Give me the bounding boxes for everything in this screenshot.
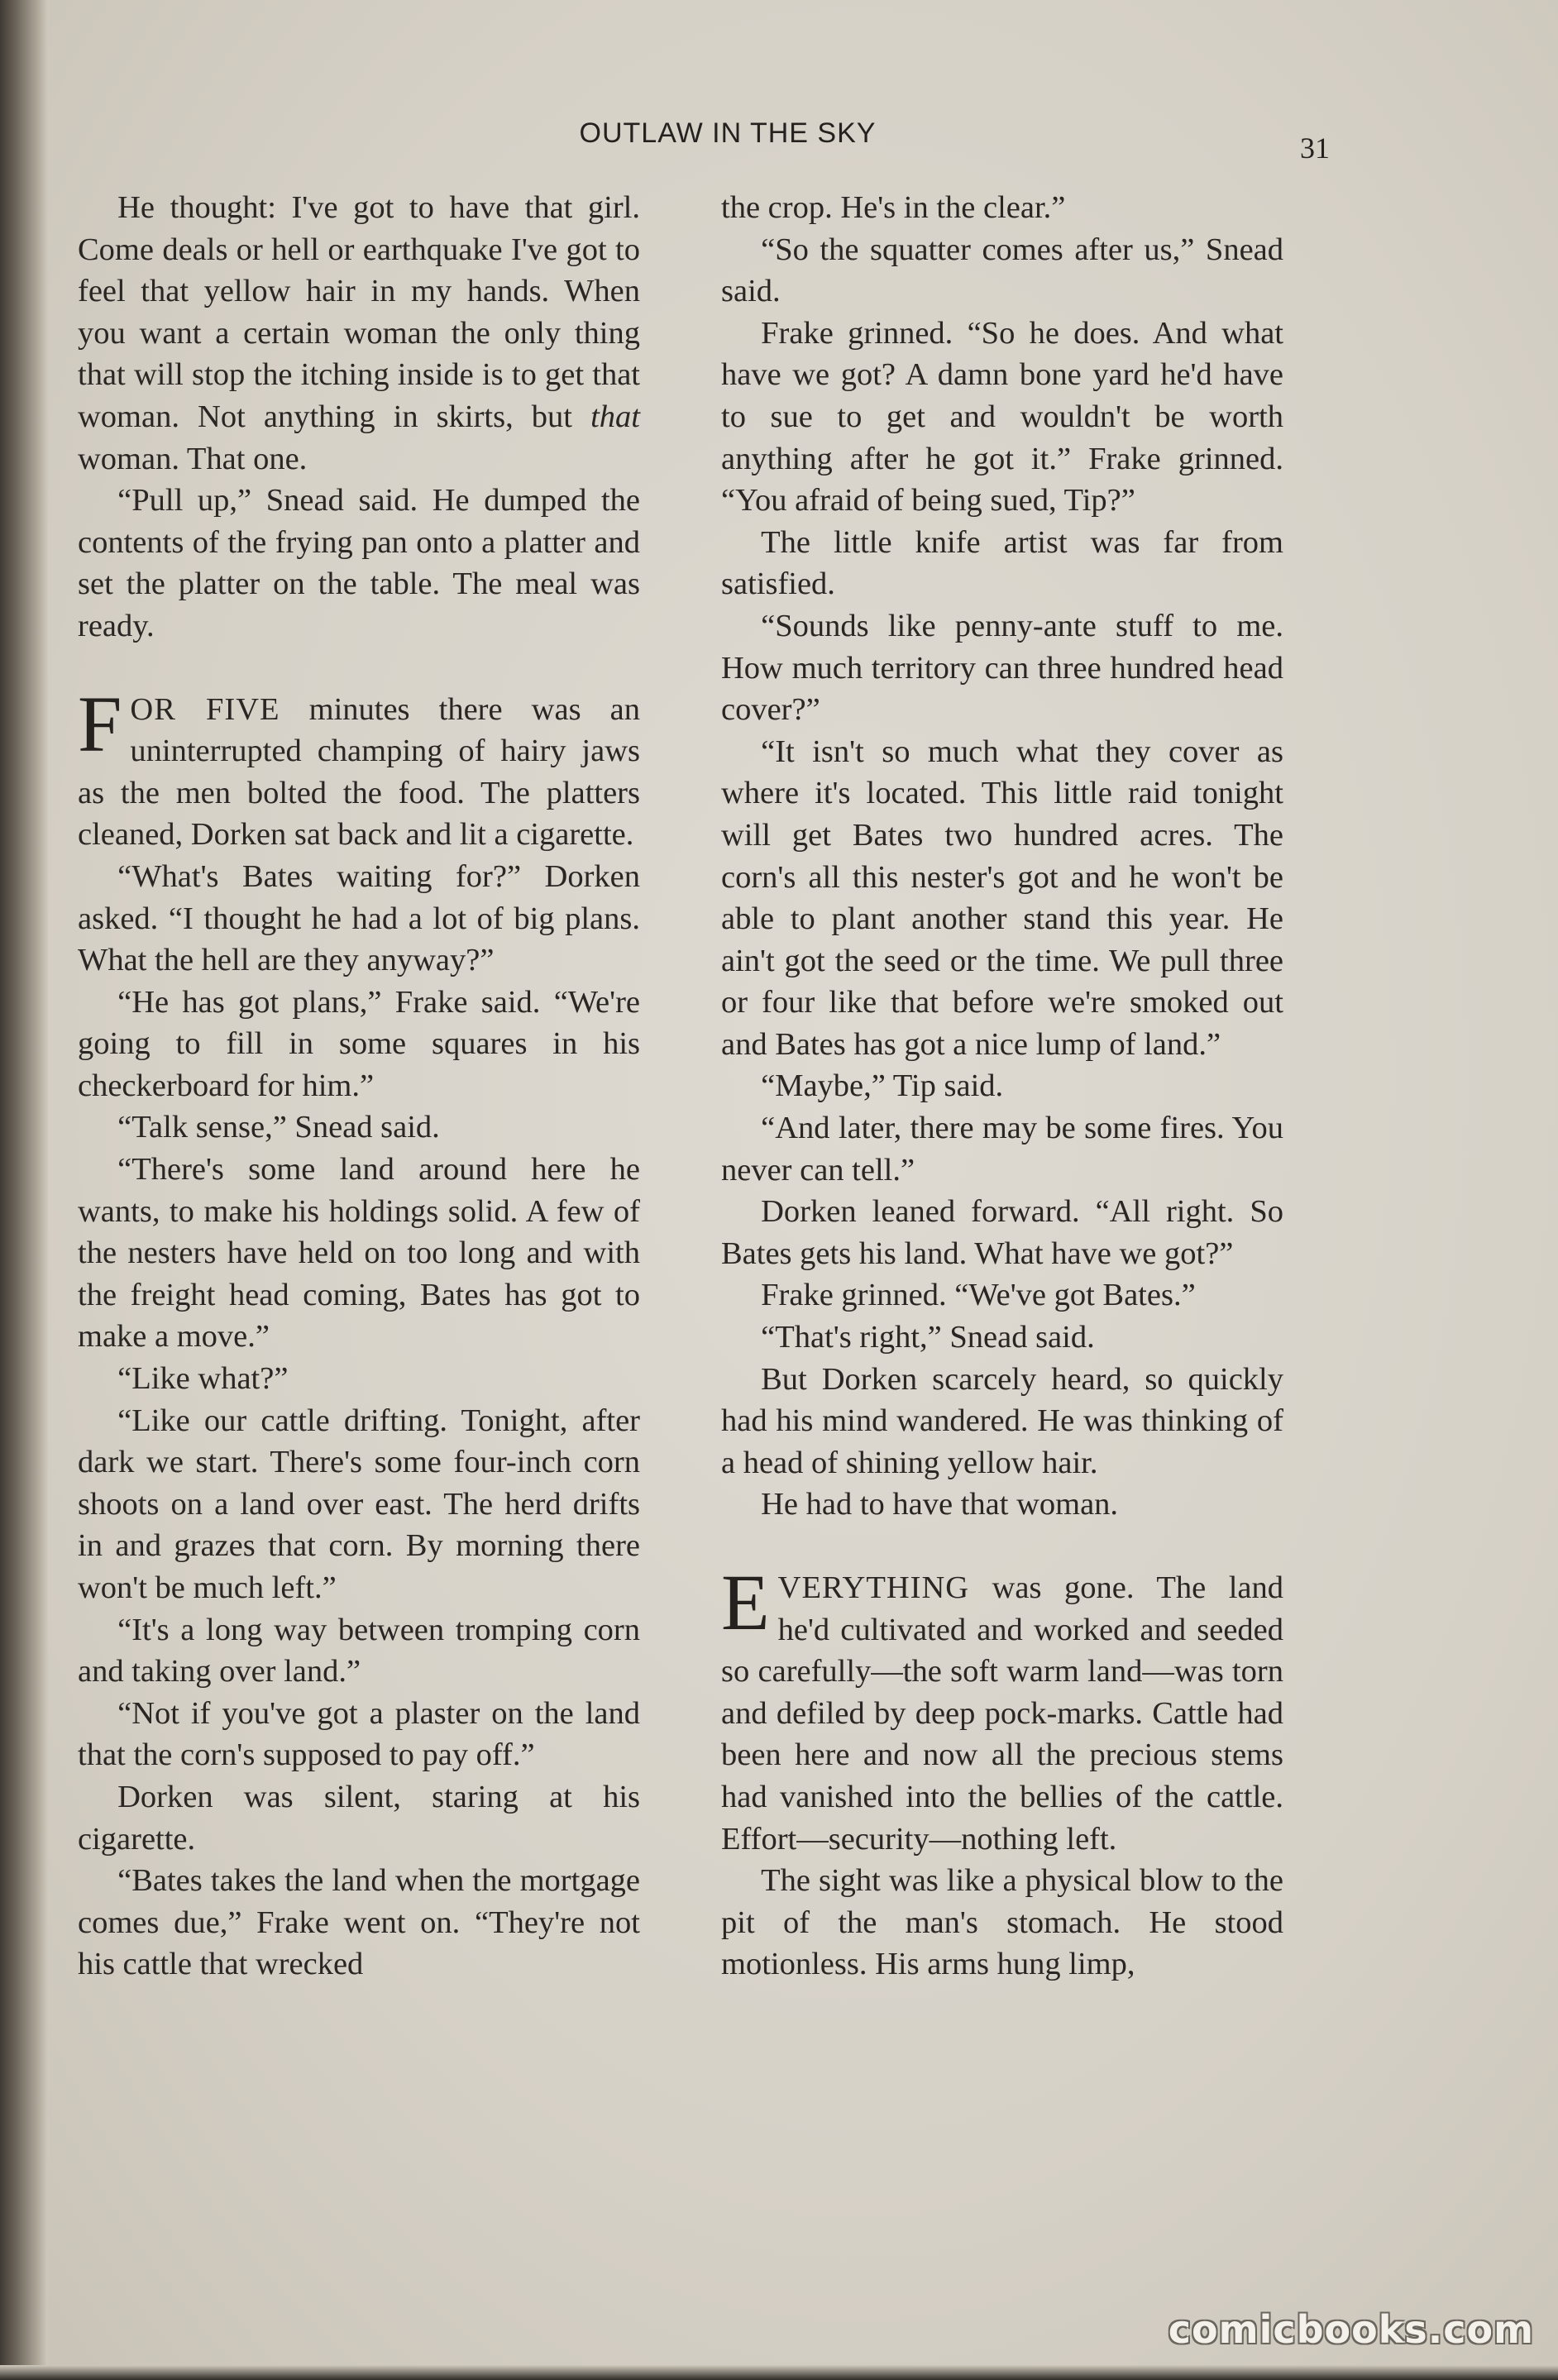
left-column bbox=[78, 187, 640, 1986]
paragraph: “It isn't so much what they cover as where it's located. This little raid tonight will get Bates two hundred acres. The corn's all this nester's got and he won't be able to plant another stand this year. He ain't got the seed or the time. We pull three or four like that before we're smoked out and Bates has got a nice lump of land.” bbox=[721, 734, 1283, 1062]
paragraph: He had to have that woman. bbox=[761, 1487, 1119, 1522]
paragraph: The little knife artist was far from satisfied. bbox=[721, 524, 1283, 602]
paragraph: Dorken was silent, staring at his cigarette. bbox=[78, 1779, 640, 1857]
paragraph-text: woman. That one. bbox=[78, 441, 308, 476]
running-title: OUTLAW IN THE SKY bbox=[579, 117, 877, 149]
paragraph: Frake grinned. “So he does. And what have we got? A damn bone yard he'd have to sue to get and wouldn't be worth anything after he got it.” Frake grinned. “You afraid of being sued, Tip?” bbox=[721, 315, 1283, 519]
binding-gutter bbox=[0, 0, 48, 2380]
paragraph-text: was gone. The land he'd cultivated and worked and seeded so carefully—the soft warm land—was torn and defiled by deep pock-marks. Cattle had been here and now all the precious stems had vanished into the bellies of the cattle. Effort—security—nothing left. bbox=[721, 1570, 1283, 1857]
paragraph: Frake grinned. “We've got Bates.” bbox=[761, 1278, 1196, 1313]
paragraph: “And later, there may be some fires. You never can tell.” bbox=[721, 1111, 1283, 1188]
paragraph: Dorken leaned forward. “All right. So Bates gets his land. What have we got?” bbox=[721, 1194, 1283, 1271]
paragraph: “Like our cattle drifting. Tonight, after dark we start. There's some four-inch corn shoots on a land over east. The herd drifts in and grazes that corn. By morning there won't be much left.” bbox=[78, 1403, 640, 1605]
page-bottom-edge bbox=[0, 2365, 1558, 2380]
paragraph: But Dorken scarcely heard, so quickly had his mind wandered. He was thinking of a head of shining yellow hair. bbox=[721, 1361, 1283, 1480]
drop-cap: F bbox=[78, 679, 122, 768]
page-number: 31 bbox=[1300, 131, 1330, 165]
small-caps-lead: VERYTHING bbox=[777, 1570, 970, 1605]
paragraph: “There's some land around here he wants, to make his holdings solid. A few of the nesters have held on too long and with the freight head coming, Bates has got to make a move.” bbox=[78, 1152, 640, 1355]
paragraph-text: minutes there was an uninterrupted champing of hairy jaws as the men bolted the food. The platters cleaned, Dorken sat back and lit a cigarette. bbox=[78, 691, 640, 853]
paragraph: “That's right,” Snead said. bbox=[761, 1320, 1095, 1355]
small-caps-lead: OR FIVE bbox=[130, 691, 280, 727]
section-opening-paragraph bbox=[721, 1558, 1283, 1860]
paragraph: “Bates takes the land when the mortgage comes due,” Frake went on. “They're not his cattle that wrecked bbox=[78, 1863, 640, 1982]
site-watermark: comicbooks.com bbox=[1168, 2307, 1534, 2352]
paragraph: “Sounds like penny-ante stuff to me. How much territory can three hundred head cover?” bbox=[721, 608, 1283, 728]
emphasis-text: that bbox=[590, 399, 640, 434]
section-opening-paragraph bbox=[78, 679, 640, 856]
paragraph: “Maybe,” Tip said. bbox=[761, 1068, 1004, 1104]
paragraph: “It's a long way between tromping corn and taking over land.” bbox=[78, 1612, 640, 1689]
paragraph: “What's Bates waiting for?” Dorken asked. “I thought he had a lot of big plans. What the hell are they anyway?” bbox=[78, 858, 640, 978]
paragraph: “So the squatter comes after us,” Snead said. bbox=[721, 232, 1283, 309]
drop-cap: E bbox=[721, 1558, 770, 1646]
paragraph: “Talk sense,” Snead said. bbox=[117, 1110, 440, 1145]
paragraph: “Not if you've got a plaster on the land that the corn's supposed to pay off.” bbox=[78, 1695, 640, 1773]
right-column bbox=[721, 187, 1283, 1986]
paragraph: “Like what?” bbox=[117, 1361, 289, 1397]
paragraph bbox=[78, 187, 640, 480]
paragraph: The sight was like a physical blow to the pit of the man's stomach. He stood motionless. His arms hung limp, bbox=[721, 1863, 1283, 1982]
paragraph: “Pull up,” Snead said. He dumped the contents of the frying pan onto a platter and set the platter on the table. The meal was ready. bbox=[78, 483, 640, 643]
paragraph: the crop. He's in the clear.” bbox=[721, 190, 1066, 225]
paragraph-text: He thought: I've got to have that girl. Come deals or hell or earthquake I've got to feel that yellow hair in my hands. When you want a certain woman the only thing that will stop the itching inside is to get that woman. Not anything in skirts, but bbox=[78, 190, 640, 434]
paragraph: “He has got plans,” Frake said. “We're going to fill in some squares in his checkerboard for him.” bbox=[78, 984, 640, 1103]
